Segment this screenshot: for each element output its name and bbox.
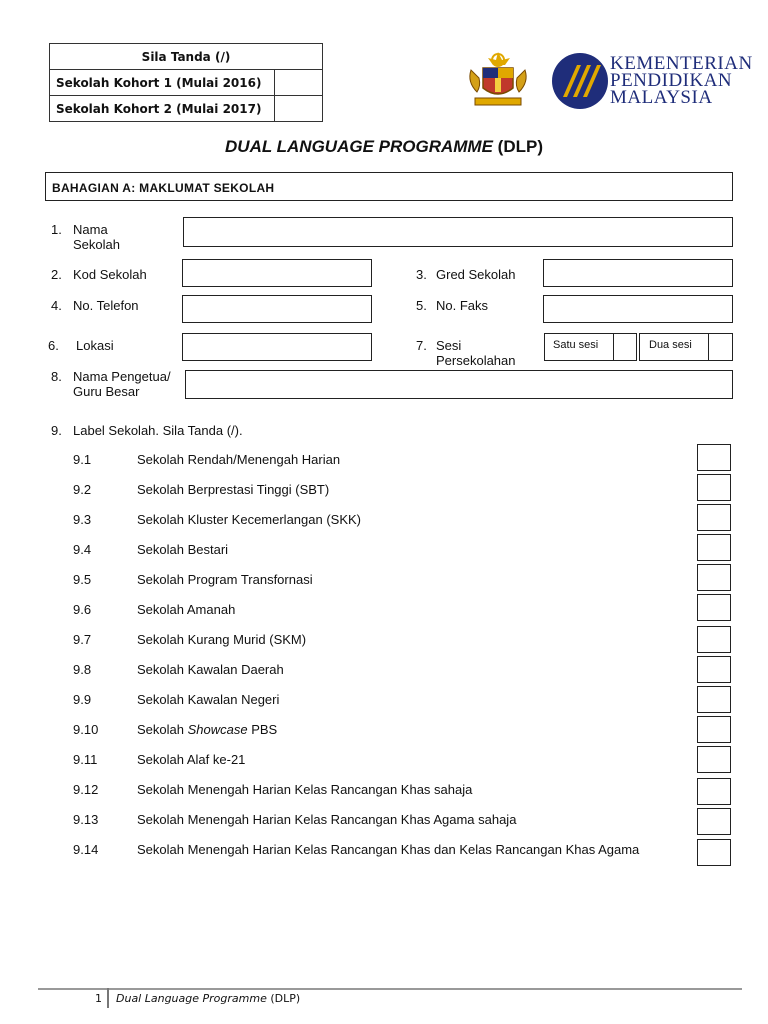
footer-title-rest: (DLP) xyxy=(266,992,301,1005)
field-1-number: 1. xyxy=(51,222,62,237)
field-8-number: 8. xyxy=(51,369,62,384)
label-9-6-checkbox[interactable] xyxy=(697,594,731,621)
principal-name-input[interactable] xyxy=(185,370,733,399)
footer-separator xyxy=(107,988,109,1008)
kpm-line-1: KEMENTERIAN xyxy=(610,53,753,74)
field-8-label-line2: Guru Besar xyxy=(73,384,140,399)
page-number: 1 xyxy=(95,992,102,1005)
field-7-number: 7. xyxy=(416,338,427,353)
label-9-7-number: 9.7 xyxy=(73,632,92,647)
label-9-6-text: Sekolah Amanah xyxy=(137,602,236,617)
footer-title-italic: Dual Language Programme xyxy=(116,992,267,1005)
label-9-1-number: 9.1 xyxy=(73,452,92,467)
label-9-4-text: Sekolah Bestari xyxy=(137,542,229,557)
field-2-label: Kod Sekolah xyxy=(73,267,147,282)
field-4-number: 4. xyxy=(51,298,62,313)
label-9-3-text: Sekolah Kluster Kecemerlangan (SKK) xyxy=(137,512,362,527)
cohort-table-header: Sila Tanda (/) xyxy=(50,44,323,70)
session-double-label: Dua sesi xyxy=(649,339,692,351)
label-9-13-number: 9.13 xyxy=(73,812,99,827)
field-3-number: 3. xyxy=(416,267,427,282)
label-9-3-number: 9.3 xyxy=(73,512,92,527)
field-7-label-line1: Sesi xyxy=(436,338,462,353)
label-9-12-checkbox[interactable] xyxy=(697,778,731,805)
title-italic: DUAL LANGUAGE PROGRAMME xyxy=(225,137,493,156)
session-single-checkbox[interactable] xyxy=(613,333,637,361)
field-5-number: 5. xyxy=(416,298,427,313)
label-9-2-number: 9.2 xyxy=(73,482,92,497)
label-9-2-checkbox[interactable] xyxy=(697,474,731,501)
label-9-5-checkbox[interactable] xyxy=(697,564,731,591)
session-single-box xyxy=(544,333,614,361)
page-title xyxy=(0,137,768,157)
session-single-label: Satu sesi xyxy=(553,339,599,351)
field-2-number: 2. xyxy=(51,267,62,282)
school-name-input[interactable] xyxy=(183,217,733,247)
cohort-table xyxy=(49,43,323,122)
label-9-3-checkbox[interactable] xyxy=(697,504,731,531)
phone-input[interactable] xyxy=(182,295,372,323)
label-9-11-number: 9.11 xyxy=(73,752,98,767)
cohort-1-checkbox[interactable] xyxy=(275,70,323,96)
session-double-box xyxy=(639,333,709,361)
label-9-10-text-after: PBS xyxy=(247,722,278,737)
field-7-label-line2: Persekolahan xyxy=(436,353,516,368)
label-9-10-text-italic: Showcase xyxy=(187,722,248,737)
field-3-label: Gred Sekolah xyxy=(436,267,516,282)
label-9-2-text: Sekolah Berprestasi Tinggi (SBT) xyxy=(137,482,330,497)
label-9-12-number: 9.12 xyxy=(73,782,99,797)
kpm-line-2: PENDIDIKAN xyxy=(610,70,733,91)
field-9-title: Label Sekolah. Sila Tanda (/). xyxy=(73,423,243,438)
label-9-10-number: 9.10 xyxy=(73,722,99,737)
label-9-14-number: 9.14 xyxy=(73,842,99,857)
cohort-2-checkbox[interactable] xyxy=(275,96,323,122)
label-9-8-text: Sekolah Kawalan Daerah xyxy=(137,662,284,677)
label-9-11-text: Sekolah Alaf ke-21 xyxy=(137,752,246,767)
label-9-7-checkbox[interactable] xyxy=(697,626,731,653)
label-9-9-text: Sekolah Kawalan Negeri xyxy=(137,692,280,707)
section-a-header: BAHAGIAN A: MAKLUMAT SEKOLAH xyxy=(45,172,733,201)
fax-input[interactable] xyxy=(543,295,733,323)
field-6-label: Lokasi xyxy=(76,338,114,353)
cohort-1-label: Sekolah Kohort 1 (Mulai 2016) xyxy=(50,70,275,96)
footer-title xyxy=(116,992,300,1005)
label-9-13-text: Sekolah Menengah Harian Kelas Rancangan Khas Agama sahaja xyxy=(137,812,517,827)
label-9-10-checkbox[interactable] xyxy=(697,716,731,743)
cohort-2-label: Sekolah Kohort 2 (Mulai 2017) xyxy=(50,96,275,122)
label-9-10-text xyxy=(137,722,277,737)
label-9-5-number: 9.5 xyxy=(73,572,92,587)
footer-divider xyxy=(38,988,742,990)
kpm-logo-icon xyxy=(551,51,609,111)
label-9-6-number: 9.6 xyxy=(73,602,92,617)
label-9-13-checkbox[interactable] xyxy=(697,808,731,835)
label-9-9-checkbox[interactable] xyxy=(697,686,731,713)
field-1-label-line1: Nama xyxy=(73,222,108,237)
session-double-checkbox[interactable] xyxy=(708,333,733,361)
label-9-1-checkbox[interactable] xyxy=(697,444,731,471)
title-rest: (DLP) xyxy=(492,137,543,156)
field-8-label-line1: Nama Pengetua/ xyxy=(73,369,171,384)
label-9-14-text: Sekolah Menengah Harian Kelas Rancangan Khas dan Kelas Rancangan Khas Agama xyxy=(137,842,640,857)
label-9-14-checkbox[interactable] xyxy=(697,839,731,866)
field-5-label: No. Faks xyxy=(436,298,489,313)
field-6-number: 6. xyxy=(48,338,59,353)
label-9-8-checkbox[interactable] xyxy=(697,656,731,683)
label-9-11-checkbox[interactable] xyxy=(697,746,731,773)
school-code-input[interactable] xyxy=(182,259,372,287)
label-9-9-number: 9.9 xyxy=(73,692,92,707)
coat-of-arms-icon xyxy=(465,50,531,110)
location-input[interactable] xyxy=(182,333,372,361)
label-9-12-text: Sekolah Menengah Harian Kelas Rancangan Khas sahaja xyxy=(137,782,473,797)
field-1-label-line2: Sekolah xyxy=(73,237,120,252)
field-4-label: No. Telefon xyxy=(73,298,139,313)
label-9-7-text: Sekolah Kurang Murid (SKM) xyxy=(137,632,307,647)
kpm-line-3: MALAYSIA xyxy=(610,87,713,108)
field-9-number: 9. xyxy=(51,423,62,438)
label-9-4-checkbox[interactable] xyxy=(697,534,731,561)
school-grade-input[interactable] xyxy=(543,259,733,287)
label-9-8-number: 9.8 xyxy=(73,662,92,677)
label-9-5-text: Sekolah Program Transfornasi xyxy=(137,572,313,587)
label-9-10-text-before: Sekolah xyxy=(137,722,188,737)
label-9-4-number: 9.4 xyxy=(73,542,92,557)
label-9-1-text: Sekolah Rendah/Menengah Harian xyxy=(137,452,341,467)
